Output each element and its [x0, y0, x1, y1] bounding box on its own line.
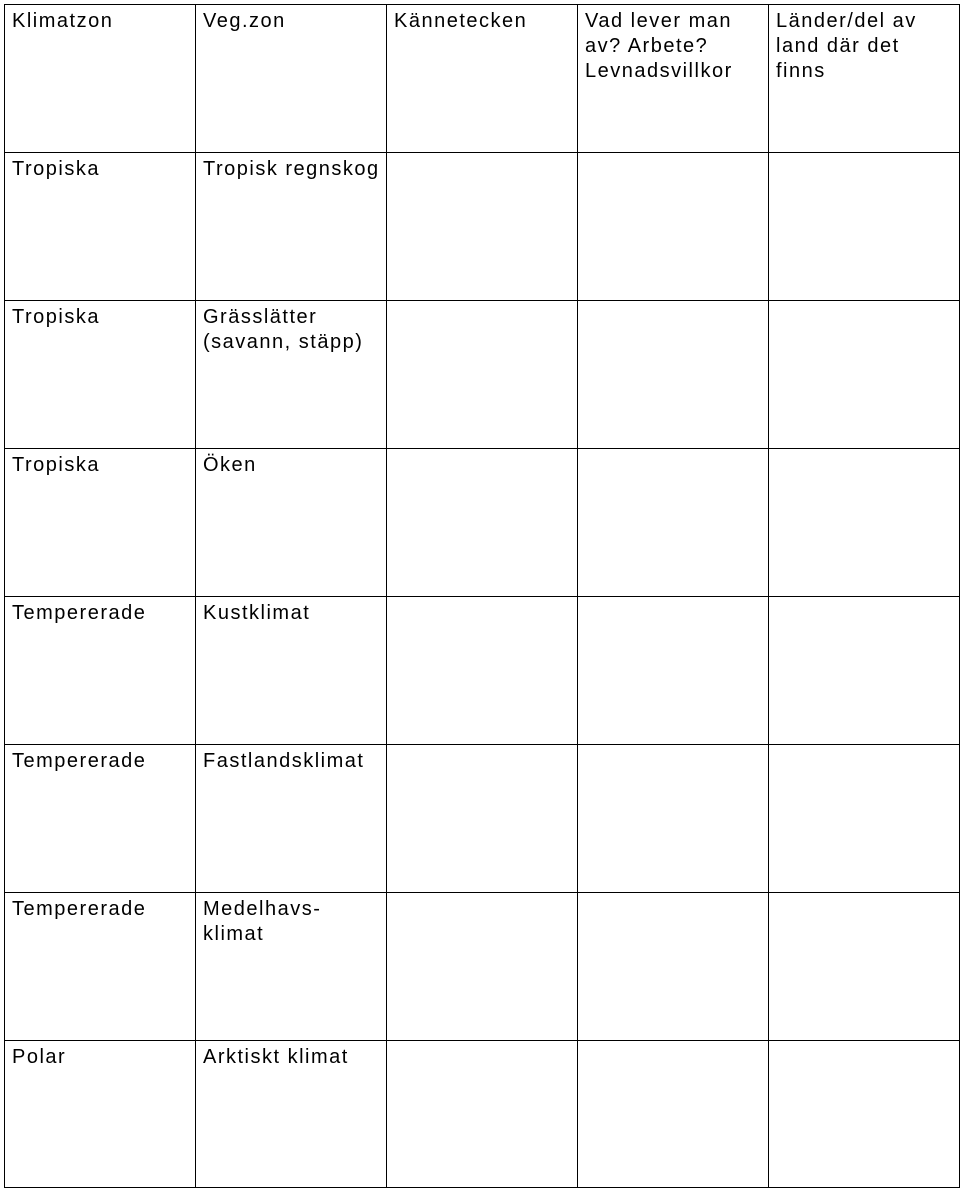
vegetation-zone-text: Arktiskt klimat: [203, 1046, 349, 1068]
livelihood-cell[interactable]: [578, 745, 769, 893]
climate-zone-text: Tropiska: [12, 454, 100, 476]
characteristics-cell[interactable]: [387, 597, 578, 745]
climate-zone-cell: [5, 745, 196, 893]
table-row: [5, 449, 960, 597]
characteristics-cell[interactable]: [387, 153, 578, 301]
vegetation-zone-cell: [196, 153, 387, 301]
vegetation-zone-text: Kustklimat: [203, 602, 311, 624]
livelihood-cell[interactable]: [578, 153, 769, 301]
livelihood-cell[interactable]: [578, 301, 769, 449]
climate-zone-cell: [5, 301, 196, 449]
vegetation-zone-cell: [196, 597, 387, 745]
climate-zone-cell: [5, 1041, 196, 1188]
table-row: [5, 301, 960, 449]
countries-cell[interactable]: [769, 301, 960, 449]
table-row: [5, 1041, 960, 1188]
header-characteristics: [387, 5, 578, 153]
climate-zone-text: Tempererade: [12, 898, 147, 920]
vegetation-zone-text: Medelhavs-klimat: [203, 898, 322, 945]
vegetation-zone-cell: [196, 1041, 387, 1188]
climate-zone-text: Polar: [12, 1046, 67, 1068]
climate-zone-cell: [5, 153, 196, 301]
climate-zone-text: Tropiska: [12, 158, 100, 180]
vegetation-zone-text: Grässlätter (savann, stäpp): [203, 306, 364, 353]
header-row: [5, 5, 960, 153]
characteristics-cell[interactable]: [387, 449, 578, 597]
countries-cell[interactable]: [769, 1041, 960, 1188]
characteristics-cell[interactable]: [387, 301, 578, 449]
table-row: [5, 745, 960, 893]
climate-zone-text: Tropiska: [12, 306, 100, 328]
vegetation-zone-cell: [196, 893, 387, 1041]
vegetation-zone-text: Tropisk regnskog: [203, 158, 380, 180]
countries-cell[interactable]: [769, 745, 960, 893]
header-label: Länder/del av land där det finns: [776, 10, 917, 82]
climate-zone-table: [4, 4, 960, 1188]
table-row: [5, 153, 960, 301]
livelihood-cell[interactable]: [578, 893, 769, 1041]
climate-zone-cell: [5, 449, 196, 597]
header-label: Vad lever man av? Arbete? Levnadsvillkor: [585, 10, 733, 82]
header-label: Klimatzon: [12, 10, 114, 32]
climate-zone-text: Tempererade: [12, 750, 147, 772]
table-row: [5, 597, 960, 745]
vegetation-zone-cell: [196, 301, 387, 449]
header-label: Kännetecken: [394, 10, 528, 32]
header-climate-zone: [5, 5, 196, 153]
climate-zone-cell: [5, 597, 196, 745]
countries-cell[interactable]: [769, 449, 960, 597]
characteristics-cell[interactable]: [387, 745, 578, 893]
climate-zone-text: Tempererade: [12, 602, 147, 624]
vegetation-zone-cell: [196, 745, 387, 893]
table-row: [5, 893, 960, 1041]
countries-cell[interactable]: [769, 153, 960, 301]
characteristics-cell[interactable]: [387, 893, 578, 1041]
livelihood-cell[interactable]: [578, 1041, 769, 1188]
vegetation-zone-text: Öken: [203, 454, 257, 476]
header-label: Veg.zon: [203, 10, 286, 32]
header-countries: [769, 5, 960, 153]
livelihood-cell[interactable]: [578, 597, 769, 745]
header-livelihood: [578, 5, 769, 153]
header-vegetation-zone: [196, 5, 387, 153]
vegetation-zone-cell: [196, 449, 387, 597]
countries-cell[interactable]: [769, 597, 960, 745]
countries-cell[interactable]: [769, 893, 960, 1041]
climate-zone-cell: [5, 893, 196, 1041]
vegetation-zone-text: Fastlandsklimat: [203, 750, 365, 772]
characteristics-cell[interactable]: [387, 1041, 578, 1188]
livelihood-cell[interactable]: [578, 449, 769, 597]
